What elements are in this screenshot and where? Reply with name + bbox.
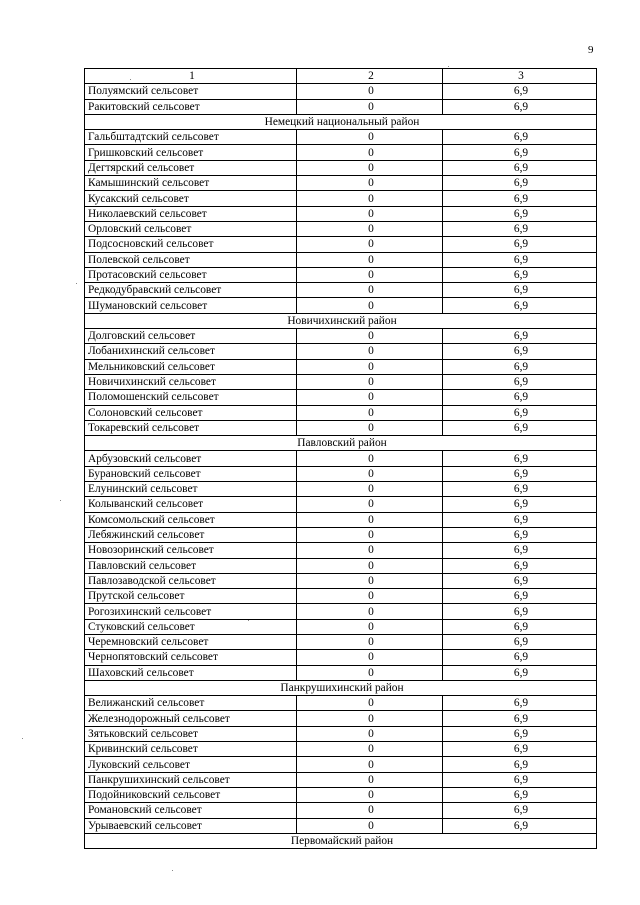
column-3-cell: 6,9: [443, 497, 597, 512]
header-cell-1: 1: [85, 69, 297, 84]
column-3-cell: 6,9: [443, 711, 597, 726]
council-name-cell: Зятьковский сельсовет: [85, 726, 297, 741]
column-2-cell: 0: [297, 619, 443, 634]
council-name-cell: Полуямский сельсовет: [85, 84, 297, 99]
column-3-cell: 6,9: [443, 374, 597, 389]
column-2-cell: 0: [297, 390, 443, 405]
council-name-cell: Мельниковский сельсовет: [85, 359, 297, 374]
section-heading: Первомайский район: [85, 833, 597, 848]
column-2-cell: 0: [297, 191, 443, 206]
column-3-cell: 6,9: [443, 99, 597, 114]
table-row: [85, 359, 597, 374]
council-name-cell: Дегтярский сельсовет: [85, 160, 297, 175]
table-row: [85, 665, 597, 680]
column-3-cell: 6,9: [443, 665, 597, 680]
council-name-cell: Николаевский сельсовет: [85, 206, 297, 221]
council-name-cell: Кривинский сельсовет: [85, 742, 297, 757]
column-3-cell: 6,9: [443, 558, 597, 573]
council-name-cell: Стуковский сельсовет: [85, 619, 297, 634]
section-heading: Новичихинский район: [85, 313, 597, 328]
council-name-cell: Подойниковский сельсовет: [85, 787, 297, 802]
table-row: [85, 283, 597, 298]
scan-speck: [248, 620, 249, 621]
column-3-cell: 6,9: [443, 160, 597, 175]
table-row: [85, 742, 597, 757]
column-2-cell: 0: [297, 283, 443, 298]
council-name-cell: Луковский сельсовет: [85, 757, 297, 772]
council-name-cell: Кусакский сельсовет: [85, 191, 297, 206]
table-row: [85, 818, 597, 833]
column-2-cell: 0: [297, 206, 443, 221]
column-3-cell: 6,9: [443, 787, 597, 802]
column-2-cell: 0: [297, 84, 443, 99]
column-3-cell: 6,9: [443, 619, 597, 634]
council-name-cell: Велижанский сельсовет: [85, 696, 297, 711]
column-2-cell: 0: [297, 726, 443, 741]
table-row: [85, 374, 597, 389]
council-name-cell: Гальбштадтский сельсовет: [85, 130, 297, 145]
council-name-cell: Шумановский сельсовет: [85, 298, 297, 313]
council-name-cell: Солоновский сельсовет: [85, 405, 297, 420]
table-row: [85, 757, 597, 772]
table-row: [85, 390, 597, 405]
column-2-cell: 0: [297, 634, 443, 649]
council-name-cell: Лебяжинский сельсовет: [85, 527, 297, 542]
council-name-cell: Романовский сельсовет: [85, 803, 297, 818]
table-row: [85, 558, 597, 573]
table-body: [85, 69, 597, 849]
column-3-cell: 6,9: [443, 329, 597, 344]
column-2-cell: 0: [297, 573, 443, 588]
column-3-cell: 6,9: [443, 390, 597, 405]
column-2-cell: 0: [297, 757, 443, 772]
column-3-cell: 6,9: [443, 191, 597, 206]
table-row: [85, 145, 597, 160]
table-row: [85, 619, 597, 634]
table-row: [85, 405, 597, 420]
column-2-cell: 0: [297, 696, 443, 711]
column-3-cell: 6,9: [443, 283, 597, 298]
column-2-cell: 0: [297, 604, 443, 619]
table-row: [85, 99, 597, 114]
table-row: [85, 176, 597, 191]
table-row: [85, 267, 597, 282]
column-3-cell: 6,9: [443, 145, 597, 160]
council-name-cell: Ракитовский сельсовет: [85, 99, 297, 114]
council-name-cell: Комсомольский сельсовет: [85, 512, 297, 527]
column-3-cell: 6,9: [443, 130, 597, 145]
column-2-cell: 0: [297, 711, 443, 726]
table-row: [85, 512, 597, 527]
column-2-cell: 0: [297, 221, 443, 236]
column-2-cell: 0: [297, 176, 443, 191]
council-name-cell: Прутской сельсовет: [85, 589, 297, 604]
column-2-cell: 0: [297, 374, 443, 389]
column-2-cell: 0: [297, 497, 443, 512]
table-row: [85, 482, 597, 497]
council-name-cell: Поломошенский сельсовет: [85, 390, 297, 405]
column-2-cell: 0: [297, 267, 443, 282]
council-name-cell: Черемновский сельсовет: [85, 634, 297, 649]
scan-speck: [76, 283, 77, 284]
table-row: [85, 130, 597, 145]
table-row: [85, 466, 597, 481]
column-3-cell: 6,9: [443, 803, 597, 818]
column-2-cell: 0: [297, 145, 443, 160]
scan-speck: [60, 500, 61, 501]
column-3-cell: 6,9: [443, 573, 597, 588]
column-2-cell: 0: [297, 160, 443, 175]
table-row: [85, 634, 597, 649]
table-row: [85, 160, 597, 175]
council-name-cell: Гришковский сельсовет: [85, 145, 297, 160]
council-name-cell: Павлозаводской сельсовет: [85, 573, 297, 588]
table-row: [85, 696, 597, 711]
column-3-cell: 6,9: [443, 482, 597, 497]
table-row: [85, 298, 597, 313]
table-row: [85, 772, 597, 787]
council-name-cell: Арбузовский сельсовет: [85, 451, 297, 466]
table-row: [85, 604, 597, 619]
column-3-cell: 6,9: [443, 206, 597, 221]
column-3-cell: 6,9: [443, 84, 597, 99]
council-name-cell: Новичихинский сельсовет: [85, 374, 297, 389]
column-2-cell: 0: [297, 344, 443, 359]
column-2-cell: 0: [297, 512, 443, 527]
scan-speck: [172, 870, 173, 871]
council-name-cell: Токаревский сельсовет: [85, 420, 297, 435]
council-name-cell: Бурановский сельсовет: [85, 466, 297, 481]
section-row: [85, 680, 597, 695]
column-2-cell: 0: [297, 237, 443, 252]
council-name-cell: Камышинский сельсовет: [85, 176, 297, 191]
table-row: [85, 589, 597, 604]
column-2-cell: 0: [297, 329, 443, 344]
council-name-cell: Урываевский сельсовет: [85, 818, 297, 833]
column-2-cell: 0: [297, 803, 443, 818]
column-2-cell: 0: [297, 742, 443, 757]
column-3-cell: 6,9: [443, 757, 597, 772]
column-3-cell: 6,9: [443, 696, 597, 711]
column-3-cell: 6,9: [443, 742, 597, 757]
council-name-cell: Редкодубравский сельсовет: [85, 283, 297, 298]
column-2-cell: 0: [297, 359, 443, 374]
council-name-cell: Полевской сельсовет: [85, 252, 297, 267]
table-row: [85, 344, 597, 359]
column-2-cell: 0: [297, 527, 443, 542]
column-2-cell: 0: [297, 298, 443, 313]
council-name-cell: Панкрушихинский сельсовет: [85, 772, 297, 787]
column-2-cell: 0: [297, 589, 443, 604]
section-row: [85, 833, 597, 848]
column-3-cell: 6,9: [443, 650, 597, 665]
table-row: [85, 329, 597, 344]
column-2-cell: 0: [297, 99, 443, 114]
section-heading: Немецкий национальный район: [85, 114, 597, 129]
column-2-cell: 0: [297, 558, 443, 573]
section-row: [85, 114, 597, 129]
section-heading: Павловский район: [85, 436, 597, 451]
council-name-cell: Протасовский сельсовет: [85, 267, 297, 282]
column-2-cell: 0: [297, 650, 443, 665]
council-name-cell: Елунинский сельсовет: [85, 482, 297, 497]
column-3-cell: 6,9: [443, 818, 597, 833]
table-row: [85, 573, 597, 588]
table-row: [85, 252, 597, 267]
column-2-cell: 0: [297, 543, 443, 558]
column-3-cell: 6,9: [443, 604, 597, 619]
column-3-cell: 6,9: [443, 420, 597, 435]
council-name-cell: Лобанихинский сельсовет: [85, 344, 297, 359]
column-3-cell: 6,9: [443, 543, 597, 558]
column-3-cell: 6,9: [443, 589, 597, 604]
section-row: [85, 313, 597, 328]
column-3-cell: 6,9: [443, 451, 597, 466]
council-name-cell: Чернопятовский сельсовет: [85, 650, 297, 665]
table-row: [85, 711, 597, 726]
column-3-cell: 6,9: [443, 772, 597, 787]
table-row: [85, 206, 597, 221]
header-row: [85, 69, 597, 84]
table-row: [85, 497, 597, 512]
table-row: [85, 726, 597, 741]
table-row: [85, 237, 597, 252]
council-name-cell: Железнодорожный сельсовет: [85, 711, 297, 726]
column-2-cell: 0: [297, 787, 443, 802]
council-name-cell: Шаховский сельсовет: [85, 665, 297, 680]
column-2-cell: 0: [297, 130, 443, 145]
column-2-cell: 0: [297, 451, 443, 466]
column-2-cell: 0: [297, 665, 443, 680]
column-2-cell: 0: [297, 466, 443, 481]
column-2-cell: 0: [297, 252, 443, 267]
column-3-cell: 6,9: [443, 405, 597, 420]
council-name-cell: Павловский сельсовет: [85, 558, 297, 573]
column-2-cell: 0: [297, 405, 443, 420]
column-3-cell: 6,9: [443, 252, 597, 267]
column-2-cell: 0: [297, 772, 443, 787]
data-table: [84, 68, 597, 849]
table-row: [85, 221, 597, 236]
column-2-cell: 0: [297, 420, 443, 435]
council-name-cell: Рогозихинский сельсовет: [85, 604, 297, 619]
council-name-cell: Новозоринский сельсовет: [85, 543, 297, 558]
section-row: [85, 436, 597, 451]
column-3-cell: 6,9: [443, 267, 597, 282]
table-row: [85, 543, 597, 558]
column-3-cell: 6,9: [443, 512, 597, 527]
table-row: [85, 451, 597, 466]
table-row: [85, 527, 597, 542]
column-3-cell: 6,9: [443, 237, 597, 252]
column-2-cell: 0: [297, 818, 443, 833]
table-row: [85, 191, 597, 206]
scan-speck: [130, 79, 131, 80]
column-3-cell: 6,9: [443, 359, 597, 374]
column-3-cell: 6,9: [443, 298, 597, 313]
table-row: [85, 420, 597, 435]
column-3-cell: 6,9: [443, 726, 597, 741]
table-row: [85, 803, 597, 818]
table-row: [85, 84, 597, 99]
page-number: 9: [588, 44, 594, 56]
council-name-cell: Долговский сельсовет: [85, 329, 297, 344]
scan-speck: [22, 738, 23, 739]
scan-speck: [448, 66, 449, 67]
council-name-cell: Подсосновский сельсовет: [85, 237, 297, 252]
column-3-cell: 6,9: [443, 466, 597, 481]
table-row: [85, 787, 597, 802]
column-3-cell: 6,9: [443, 221, 597, 236]
column-2-cell: 0: [297, 482, 443, 497]
section-heading: Панкрушихинский район: [85, 680, 597, 695]
header-cell-3: 3: [443, 69, 597, 84]
council-name-cell: Колыванский сельсовет: [85, 497, 297, 512]
council-name-cell: Орловский сельсовет: [85, 221, 297, 236]
column-3-cell: 6,9: [443, 176, 597, 191]
table-row: [85, 650, 597, 665]
column-3-cell: 6,9: [443, 527, 597, 542]
column-3-cell: 6,9: [443, 344, 597, 359]
header-cell-2: 2: [297, 69, 443, 84]
column-3-cell: 6,9: [443, 634, 597, 649]
